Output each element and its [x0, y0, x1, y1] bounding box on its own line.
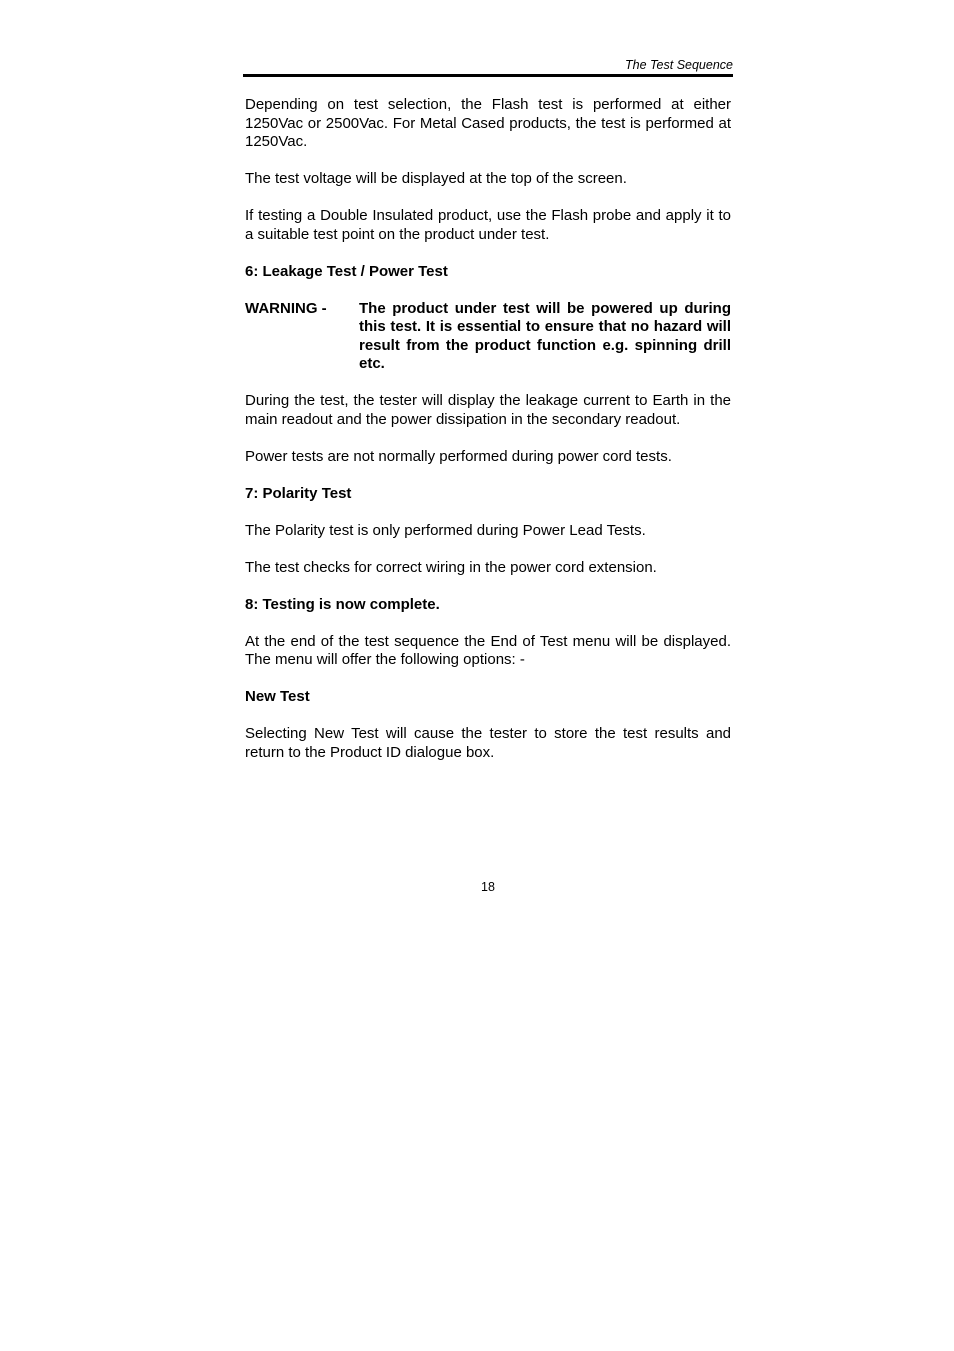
heading-testing-complete: 8: Testing is now complete. — [245, 595, 440, 613]
page-content — [245, 96, 731, 781]
paragraph-new-test: Selecting New Test will cause the tester to store the test results and return to the Product ID dialogue box. — [245, 725, 731, 761]
paragraph-power-tests: Power tests are not normally performed during power cord tests. — [245, 447, 672, 465]
header-rule — [243, 74, 733, 77]
heading-polarity-test: 7: Polarity Test — [245, 484, 352, 502]
warning-label: WARNING - — [245, 299, 327, 317]
paragraph-end-of-test-menu: At the end of the test sequence the End of Test menu will be displayed. The menu will offer the following options: - — [245, 632, 731, 668]
warning-block — [245, 300, 731, 374]
running-header: The Test Sequence — [625, 58, 733, 72]
page-number: 18 — [481, 880, 495, 894]
warning-text: The product under test will be powered up during this test. It is essential to ensure that no hazard will result from the product function e.g. spinning drill etc. — [359, 299, 731, 372]
paragraph-polarity-checks: The test checks for correct wiring in the power cord extension. — [245, 558, 657, 576]
paragraph-leakage-display: During the test, the tester will display the leakage current to Earth in the main readout and the power dissipation in the secondary readout. — [245, 392, 731, 428]
paragraph-double-insulated: If testing a Double Insulated product, use the Flash probe and apply it to a suitable test point on the product under test. — [245, 207, 731, 243]
paragraph-polarity-only: The Polarity test is only performed during Power Lead Tests. — [245, 521, 646, 539]
heading-new-test: New Test — [245, 688, 310, 705]
paragraph-flash-voltage: Depending on test selection, the Flash test is performed at either 1250Vac or 2500Vac. For Metal Cased products, the test is performed at 1250Vac. — [245, 96, 731, 150]
paragraph-test-voltage-display: The test voltage will be displayed at the top of the screen. — [245, 170, 627, 187]
heading-leakage-test: 6: Leakage Test / Power Test — [245, 262, 448, 280]
